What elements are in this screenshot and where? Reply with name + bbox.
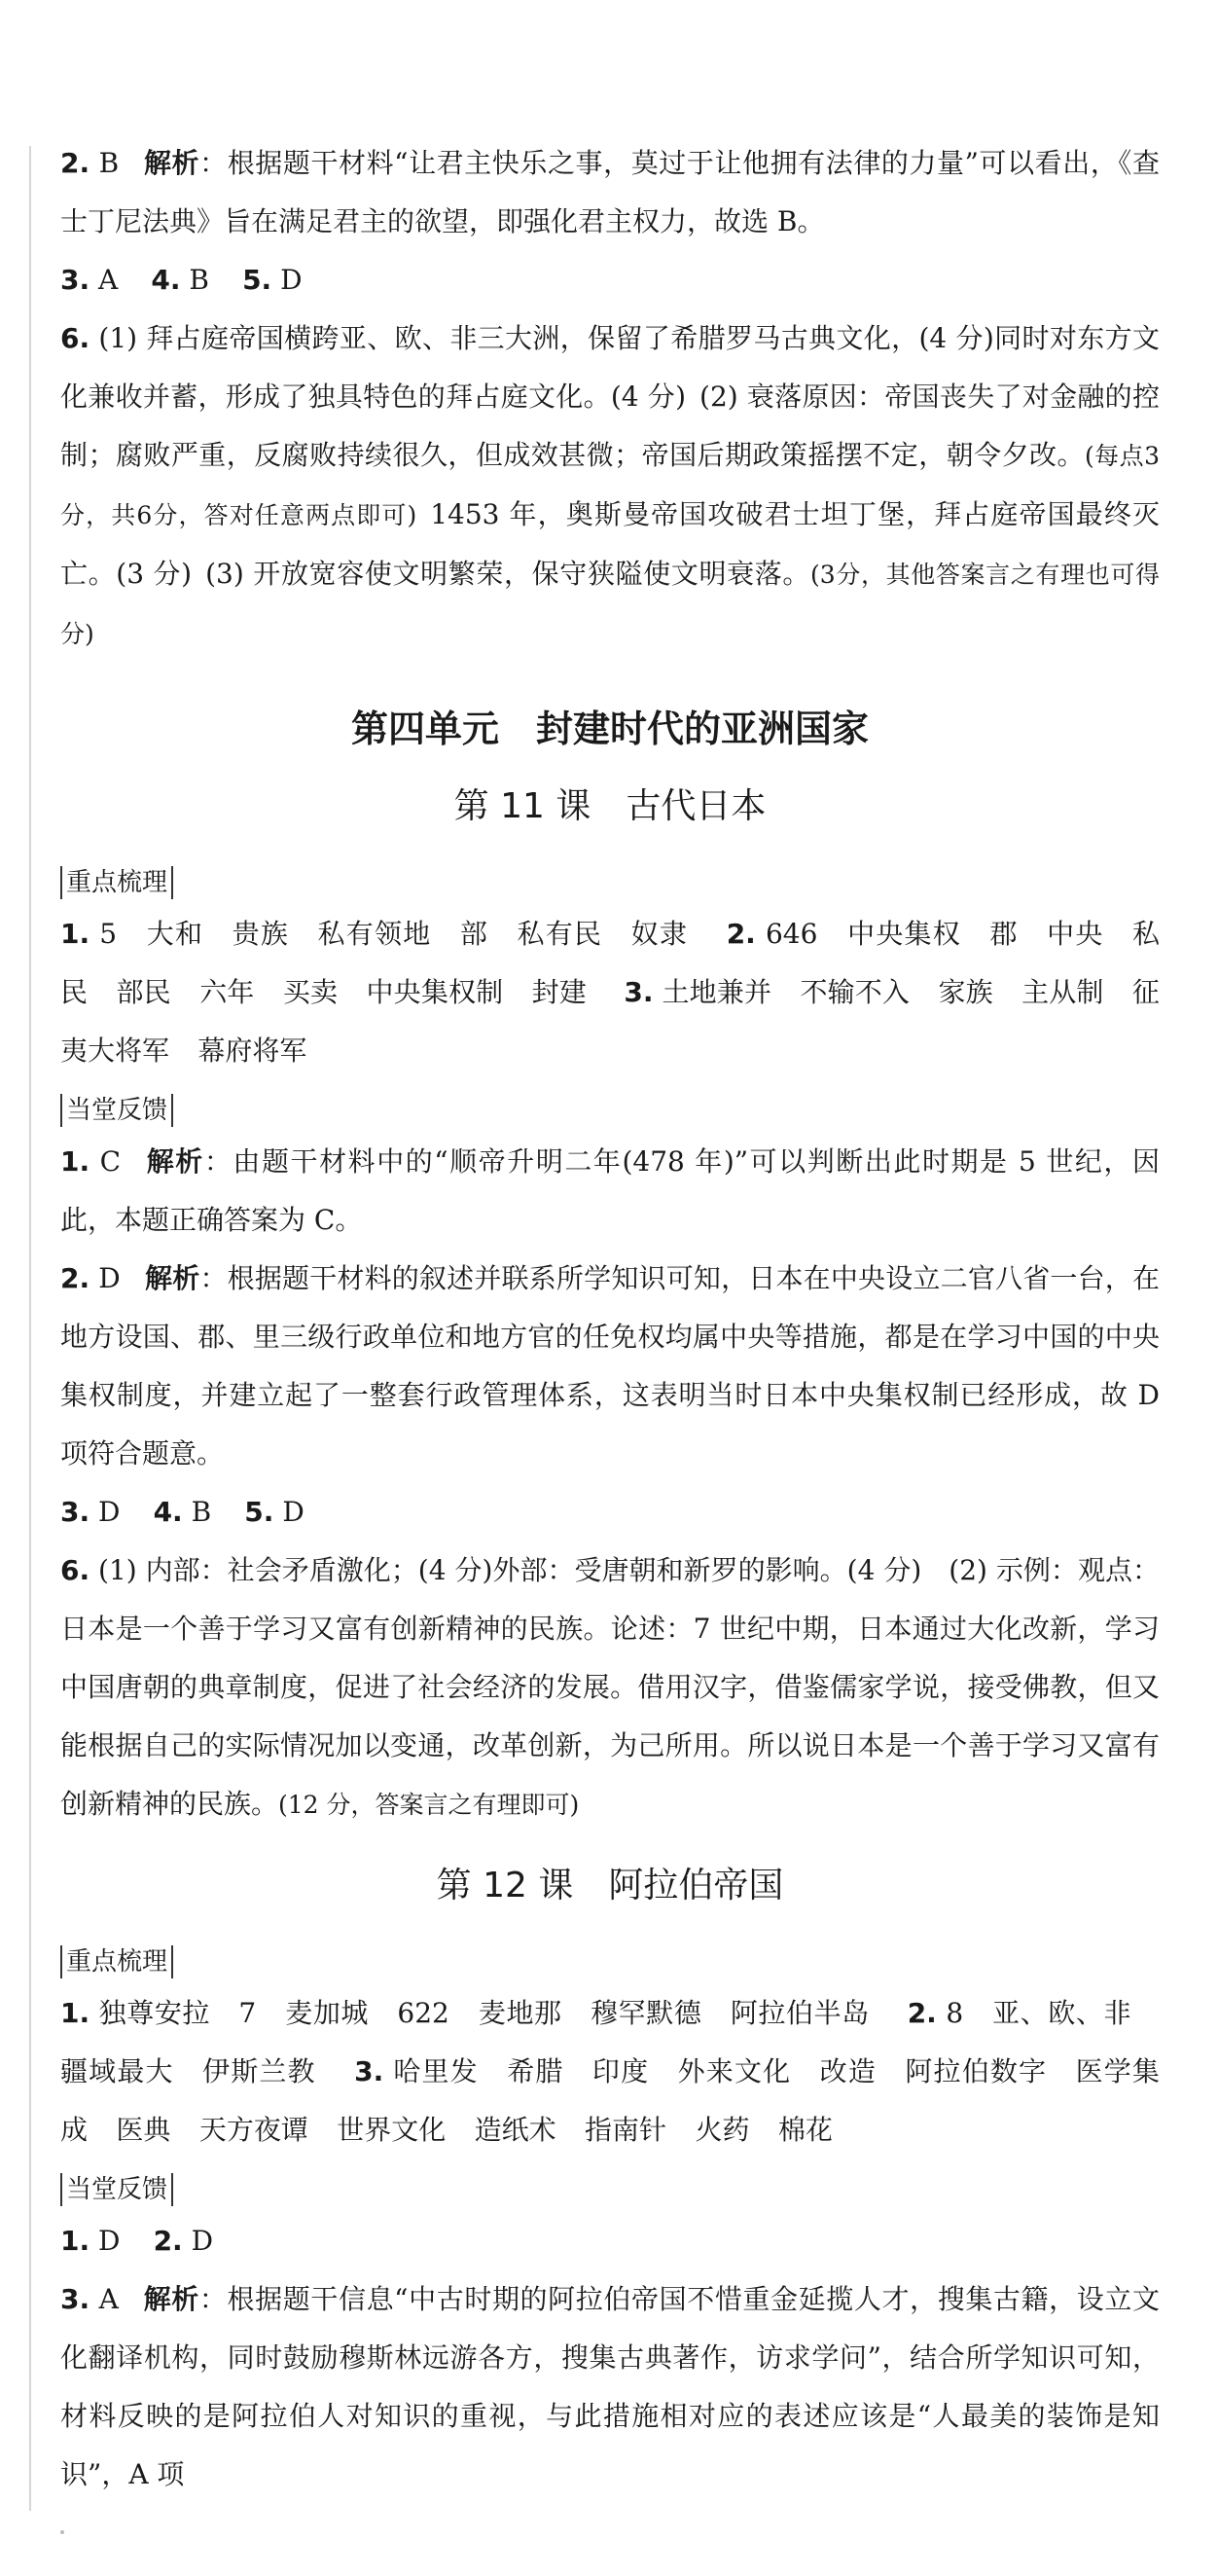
key-point-term: 622 xyxy=(397,1997,449,2029)
key-point-term: 7 xyxy=(238,1997,257,2029)
item-answer: D xyxy=(98,1262,121,1294)
item-number: 3. xyxy=(60,264,90,296)
key-point-term: 哈里发 xyxy=(393,2055,479,2087)
key-point-term: 中央集权制 xyxy=(366,976,504,1008)
analysis-label: 解析 xyxy=(143,2283,199,2315)
item-answer: B xyxy=(191,1496,212,1528)
answer-item xyxy=(60,251,1160,309)
key-point-term: 指南针 xyxy=(585,2114,667,2146)
item-number: 5. xyxy=(242,264,272,296)
item-answer: A xyxy=(98,2283,119,2315)
key-point-term: 世界文化 xyxy=(337,2114,447,2146)
answer-text: 1453 年，奥斯曼帝国攻破君士坦丁堡，拜占庭帝国最终灭亡。(3 分) xyxy=(60,498,1160,590)
key-point-term: 印度 xyxy=(591,2055,650,2087)
item-answer: C xyxy=(99,1145,122,1178)
key-point-term: 天方夜谭 xyxy=(198,2114,308,2146)
key-point-term: 亚、欧、非 xyxy=(991,1997,1131,2029)
key-point-term: 8 xyxy=(946,1997,964,2029)
key-point-term: 大和 xyxy=(145,918,204,950)
section-tag: 重点梳理 xyxy=(60,1945,173,1978)
key-point-term: 麦加城 xyxy=(284,1997,370,2029)
item-number: 2. xyxy=(60,147,90,179)
item-number: 1. xyxy=(60,1145,90,1178)
analysis-label: 解析 xyxy=(144,1262,200,1294)
item-answer: D xyxy=(280,264,303,296)
item-number: 6. xyxy=(60,322,90,354)
item-answer: D xyxy=(98,2225,121,2257)
margin-line xyxy=(29,146,31,2511)
key-point-term: 幕府将军 xyxy=(197,1034,307,1067)
key-point-term: 阿拉伯半岛 xyxy=(730,1997,870,2029)
section-tag: 重点梳理 xyxy=(60,866,173,899)
item-number: 3. xyxy=(624,976,654,1008)
item-answer: D xyxy=(191,2225,214,2257)
analysis-text: ：根据题干材料的叙述并联系所学知识可知，日本在中央设立二官八省一台，在地方设国、郡、里三级行政单位和地方官的任免权均属中央等措施，都是在学习中国的中央集权制度，并建立起了一整套行政管理体系，这表明当时日本中央集权制已经形成，故 D 项符合题意。 xyxy=(60,1262,1160,1469)
key-point-term: 阿拉伯数字 xyxy=(905,2055,1048,2087)
answer-text: (3) 开放宽容使文明繁荣，保守狭隘使文明衰落。 xyxy=(205,558,811,590)
key-point-term: 646 xyxy=(765,918,818,950)
item-answer: D xyxy=(98,1496,121,1528)
analysis-text: ：根据题干信息“中古时期的阿拉伯帝国不惜重金延揽人才，搜集古籍，设立文化翻译机构，同时鼓励穆斯林远游各方，搜集古典著作，访求学问”，结合所学知识可知，材料反映的是阿拉伯人对知识的重视，与此措施相对应的表述应该是“人最美的装饰是知识”，A 项 xyxy=(60,2283,1160,2490)
unit-title: 第四单元 封建时代的亚洲国家 xyxy=(350,707,869,750)
item-answer: A xyxy=(98,264,119,296)
item-number: 1. xyxy=(60,1997,90,2029)
key-point-term: 主从制 xyxy=(1021,976,1104,1008)
key-point-term: 5 xyxy=(99,918,118,950)
page-content xyxy=(60,134,1160,2504)
key-point-term: 私有民 xyxy=(517,918,603,950)
lesson-title: 第 12 课 阿拉伯帝国 xyxy=(436,1866,784,1905)
answer-text: (1) 内部：社会矛盾激化；(4 分)外部：受唐朝和新罗的影响。(4 分) (2) 示例：观点：日本是一个善于学习又富有创新精神的民族。论述：7 世纪中期，日本通过大化改新，学习中国唐朝的典章制度，促进了社会经济的发展。借用汉字，借鉴儒家学说，接受佛教，但又能根据自己的实际情况加以变通，改革创新，为己所用。所以说日本是一个善于学习又富有创新精神的民族。 xyxy=(60,1554,1160,1820)
key-point-term: 伊斯兰教 xyxy=(202,2055,316,2087)
analysis-text: ：根据题干材料“让君主快乐之事，莫过于让他拥有法律的力量”可以看出，《查士丁尼法典》旨在满足君主的欲望，即强化君主权力，故选 B。 xyxy=(60,147,1160,237)
section-tag: 当堂反馈 xyxy=(60,1094,173,1127)
item-number: 1. xyxy=(60,918,90,950)
answer-item xyxy=(60,309,1160,664)
key-point-term: 独尊安拉 xyxy=(98,1997,211,2029)
answer-item xyxy=(60,2270,1160,2504)
key-point-term: 麦地那 xyxy=(478,1997,562,2029)
key-point-term: 棉花 xyxy=(777,2114,833,2146)
answer-item xyxy=(60,1483,1160,1542)
key-point-term: 奴隶 xyxy=(630,918,689,950)
answer-item xyxy=(60,134,1160,251)
key-point-term: 不输不入 xyxy=(800,976,911,1008)
item-answer: B xyxy=(98,147,120,179)
analysis-text: ：由题干材料中的“顺帝升明二年(478 年)”可以判断出此时期是 5 世纪，因此，本题正确答案为 C。 xyxy=(60,1145,1160,1236)
item-number: 6. xyxy=(60,1554,90,1586)
answer-text: (2) 衰落原因：帝国丧失了对金融的控制；腐败严重，反腐败持续很久，但成效甚微；帝国后期政策摇摆不定，朝令夕改。 xyxy=(60,381,1160,471)
key-point-term: 私民 xyxy=(60,918,1160,1008)
item-answer: B xyxy=(189,264,209,296)
score-note: (12 分，答案言之有理即可) xyxy=(278,1791,580,1819)
section-tag: 当堂反馈 xyxy=(60,2173,173,2206)
item-number: 2. xyxy=(60,1262,90,1294)
key-point-term: 郡 xyxy=(989,918,1019,950)
item-number: 3. xyxy=(60,1496,90,1528)
lesson-title: 第 11 课 古代日本 xyxy=(453,786,767,826)
score-note: (3分，其他答案言之有理也可得分) xyxy=(60,561,1160,648)
item-number: 3. xyxy=(60,2283,90,2315)
key-point-term: 家族 xyxy=(938,976,993,1008)
key-point-term: 造纸术 xyxy=(474,2114,556,2146)
key-points xyxy=(60,905,1160,1080)
key-point-term: 土地兼并 xyxy=(662,976,772,1008)
item-number: 4. xyxy=(151,264,181,296)
key-point-term: 征夷大将军 xyxy=(60,976,1160,1067)
item-number: 2. xyxy=(153,2225,183,2257)
item-number: 2. xyxy=(907,1997,937,2029)
key-point-term: 医学集成 xyxy=(60,2055,1160,2146)
key-point-term: 部民 xyxy=(116,976,171,1008)
key-points xyxy=(60,1984,1160,2159)
answer-item xyxy=(60,1133,1160,1250)
key-point-term: 火药 xyxy=(695,2114,750,2146)
key-point-term: 穆罕默德 xyxy=(591,1997,702,2029)
answer-text: (1) 拜占庭帝国横跨亚、欧、非三大洲，保留了希腊罗马古典文化，(4 分)同时对东方文化兼收并蓄，形成了独具特色的拜占庭文化。(4 分) xyxy=(60,322,1160,413)
item-number: 4. xyxy=(153,1496,183,1528)
key-point-term: 部 xyxy=(459,918,489,950)
item-number: 5. xyxy=(244,1496,274,1528)
key-point-term: 疆域最大 xyxy=(60,2055,174,2087)
key-point-term: 改造 xyxy=(819,2055,877,2087)
item-number: 2. xyxy=(726,918,756,950)
item-answer: D xyxy=(282,1496,304,1528)
answer-item xyxy=(60,1250,1160,1483)
item-number: 3. xyxy=(354,2055,384,2087)
score-note: (每点3分，共6分，答对任意两点即可) xyxy=(60,442,1160,529)
key-point-term: 贵族 xyxy=(232,918,290,950)
analysis-label: 解析 xyxy=(145,1145,204,1178)
key-point-term: 封建 xyxy=(531,976,587,1008)
key-point-term: 买卖 xyxy=(282,976,339,1008)
key-point-term: 私有领地 xyxy=(317,918,432,950)
key-point-term: 六年 xyxy=(199,976,255,1008)
answer-item xyxy=(60,1542,1160,1834)
answer-item xyxy=(60,2212,1160,2270)
item-number: 1. xyxy=(60,2225,90,2257)
margin-dot xyxy=(60,2530,64,2534)
analysis-label: 解析 xyxy=(143,147,200,179)
key-point-term: 中央集权 xyxy=(845,918,962,950)
key-point-term: 中央 xyxy=(1047,918,1104,950)
key-point-term: 希腊 xyxy=(507,2055,564,2087)
key-point-term: 外来文化 xyxy=(677,2055,792,2087)
key-point-term: 医典 xyxy=(116,2114,171,2146)
